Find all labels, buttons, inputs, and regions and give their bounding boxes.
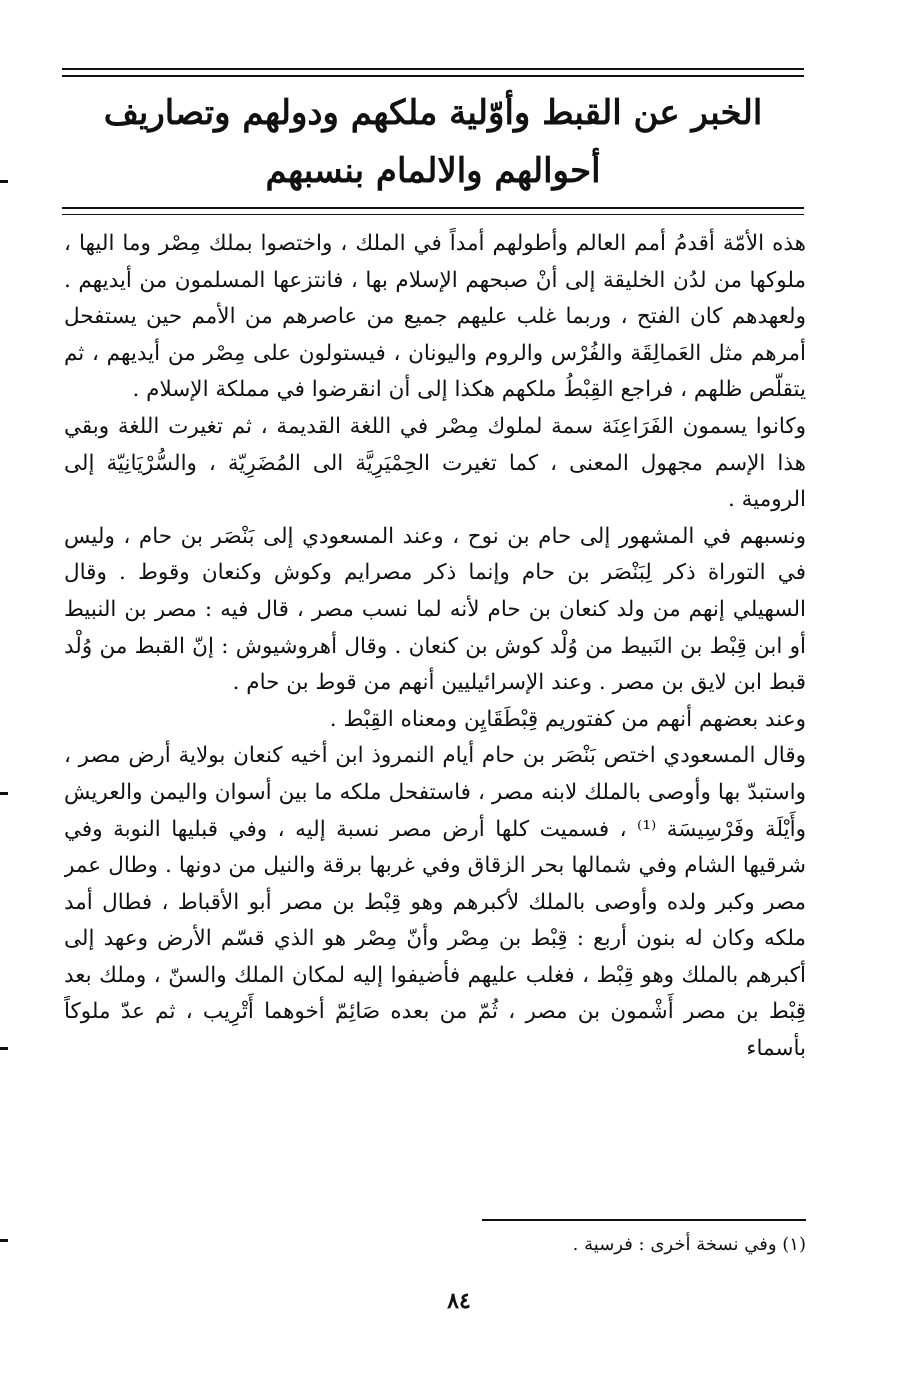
page-number: ٨٤: [447, 1288, 471, 1314]
margin-tick: [0, 1047, 8, 1050]
margin-tick: [0, 1239, 8, 1242]
paragraph-4: وعند بعضهم أنهم من كفتوريم قِبْطَقَايِن ومعناه القِبْط .: [329, 706, 806, 732]
chapter-title: [62, 84, 804, 200]
top-rule-inner: [62, 75, 804, 77]
paragraph-1: هذه الأمّة أقدمُ أمم العالم وأطولهم أمداً في الملك ، واختصوا بملك مِصْر وما اليها ، ملوكها من لدُن الخليقة إلى أنْ صبحهم الإسلام بها ، فانتزعها المسلمون من أيديهم . ولعهدهم كان الفتح ، وربما غلب عليهم جميع من عاصرهم من الأمم حين يستفحل أمرهم مثل العَمالِقَة والفُرْس والروم واليونان ، فيستولون على مِصْر من أيديهم ، ثم يتقلّص ظلهم ، فراجع القِبْطُ ملكهم هكذا إلى أن انقرضوا في مملكة الإسلام .: [64, 231, 806, 403]
margin-tick: [0, 180, 8, 183]
title-bottom-rule-thin: [62, 214, 804, 215]
footnote-rule: [482, 1219, 806, 1221]
paragraph-2: وكانوا يسمون الفَرَاعِنَة سمة لملوك مِصْر في اللغة القديمة ، ثم تغيرت اللغة وبقي هذا الإسم مجهول المعنى ، كما تغيرت الحِمْيَرِيَّة الى المُضَرِيّة ، والسُّرْيَانِيّة إلى الرومية .: [64, 413, 806, 513]
footnote: (١) وفي نسخة أخرى : فرسية .: [572, 1234, 806, 1255]
title-bottom-rule: [62, 207, 804, 209]
chapter-title-line-1: الخبر عن القبط وأوّلية ملكهم ودولهم وتصاريف: [103, 93, 763, 133]
paragraph-3: ونسبهم في المشهور إلى حام بن نوح ، وعند المسعودي إلى بَنْصَر بن حام ، وليس في التوراة ذكر لِبَنْصَر بن حام وإنما ذكر مصرايم وكوش وكنعان وقوط . وقال السهيلي إنهم من ولد كنعان بن حام لأنه لما نسب مصر ، قال فيه : مصر بن النبيط أو ابن قِبْط بن النَبيط من وُلْد كوش بن كنعان . وقال أهروشيوش : إنّ القبط من وُلْد قبط ابن لايق بن مصر . وعند الإسرائيليين أنهم من قوط بن حام .: [64, 523, 806, 696]
chapter-title-line-2: أحوالهم والالمام بنسبهم: [265, 151, 601, 191]
top-rule: [62, 68, 804, 70]
margin-tick: [0, 792, 8, 795]
body-text: [64, 226, 806, 1216]
paragraph-5: وقال المسعودي اختص بَنْصَر بن حام أيام النمروذ ابن أخيه كنعان بولاية أرض مصر ، واستبدّ بها وأوصى بالملك لابنه مصر ، فاستفحل ملكه ما بين أسوان واليمن والعريش وأَيْلَة وفَرْسِيسَة ⁽¹⁾ ، فسميت كلها أرض مصر نسبة إليه ، وفي قبليها النوبة وفي شرقيها الشام وفي شمالها بحر الزقاق وفي غربها برقة والنيل من دونها . وطال عمر مصر وكبر ولده وأوصى بالملك لأكبرهم وهو قِبْط بن مصر أبو الأقباط ، فطال أمد ملكه وكان له بنون أربع : قِبْط بن مِصْر وأنّ مِصْر هو الذي قسّم الأرض وعهد إلى أكبرهم بالملك وهو قِبْط ، فغلب عليهم فأضيفوا إليه لمكان الملك والسنّ ، وملك بعد قِبْط بن مصر أَشْمون بن مصر ، ثُمّ من بعده صَائِمّ أخوهما أَتْرِيب ، ثم عدّ ملوكاً بأسماء: [64, 743, 806, 1062]
